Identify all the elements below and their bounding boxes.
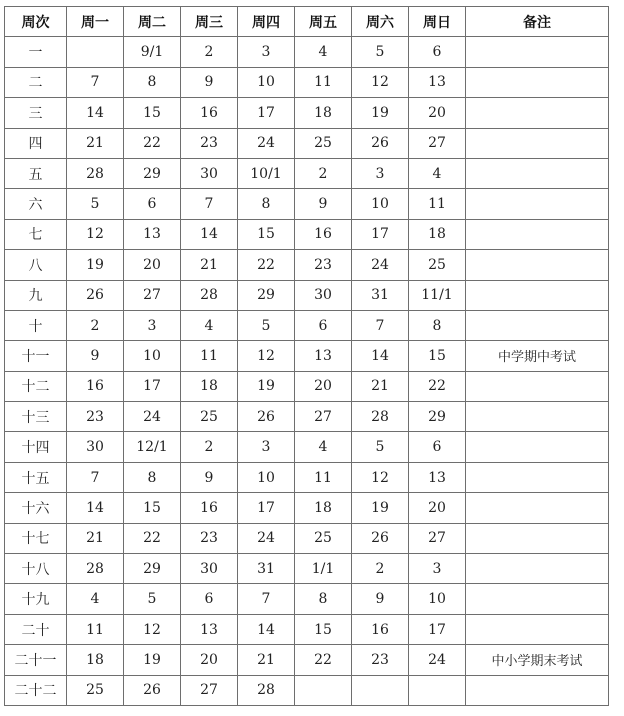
date-cell-thursday: 21 (238, 645, 295, 675)
date-cell-friday: 25 (295, 523, 352, 553)
date-cell-tuesday: 17 (124, 371, 181, 401)
date-cell-monday: 21 (67, 523, 124, 553)
date-cell-sunday: 24 (409, 645, 466, 675)
date-cell-sunday: 6 (409, 37, 466, 67)
date-cell-wednesday: 16 (181, 493, 238, 523)
date-cell-tuesday: 24 (124, 402, 181, 432)
table-row (5, 128, 609, 158)
date-cell-tuesday: 15 (124, 98, 181, 128)
date-cell-wednesday: 16 (181, 98, 238, 128)
date-cell-sunday: 27 (409, 523, 466, 553)
header-row (5, 7, 609, 37)
date-cell-monday: 26 (67, 280, 124, 310)
date-cell-friday: 20 (295, 371, 352, 401)
date-cell-thursday: 10 (238, 462, 295, 492)
date-cell-tuesday: 6 (124, 189, 181, 219)
date-cell-thursday: 10/1 (238, 158, 295, 188)
remark-cell (466, 432, 609, 462)
date-cell-wednesday: 6 (181, 584, 238, 614)
date-cell-tuesday: 22 (124, 523, 181, 553)
date-cell-saturday: 9 (352, 584, 409, 614)
date-cell-tuesday: 13 (124, 219, 181, 249)
date-cell-monday: 5 (67, 189, 124, 219)
remark-cell (466, 37, 609, 67)
date-cell-sunday: 13 (409, 67, 466, 97)
date-cell-wednesday: 14 (181, 219, 238, 249)
table-row (5, 158, 609, 188)
date-cell-thursday: 26 (238, 402, 295, 432)
date-cell-sunday: 15 (409, 341, 466, 371)
date-cell-saturday: 19 (352, 493, 409, 523)
date-cell-tuesday: 8 (124, 462, 181, 492)
date-cell-friday: 1/1 (295, 554, 352, 584)
date-cell-saturday: 16 (352, 614, 409, 644)
date-cell-tuesday: 15 (124, 493, 181, 523)
date-cell-wednesday: 30 (181, 158, 238, 188)
week-number-cell: 十 (5, 310, 67, 340)
date-cell-sunday: 8 (409, 310, 466, 340)
remark-cell (466, 158, 609, 188)
table-row (5, 310, 609, 340)
remark-cell (466, 98, 609, 128)
date-cell-saturday: 12 (352, 462, 409, 492)
school-calendar-table (4, 6, 609, 706)
date-cell-thursday: 24 (238, 523, 295, 553)
date-cell-monday: 7 (67, 67, 124, 97)
date-cell-friday: 8 (295, 584, 352, 614)
table-row (5, 523, 609, 553)
date-cell-thursday: 14 (238, 614, 295, 644)
table-row (5, 37, 609, 67)
date-cell-monday: 14 (67, 98, 124, 128)
date-cell-sunday: 6 (409, 432, 466, 462)
table-row (5, 645, 609, 675)
date-cell-sunday: 3 (409, 554, 466, 584)
date-cell-monday: 18 (67, 645, 124, 675)
date-cell-monday: 2 (67, 310, 124, 340)
date-cell-monday: 14 (67, 493, 124, 523)
remark-cell (466, 462, 609, 492)
date-cell-sunday: 22 (409, 371, 466, 401)
date-cell-saturday: 14 (352, 341, 409, 371)
remark-cell (466, 554, 609, 584)
date-cell-tuesday: 19 (124, 645, 181, 675)
date-cell-friday: 30 (295, 280, 352, 310)
date-cell-friday (295, 675, 352, 705)
date-cell-wednesday: 28 (181, 280, 238, 310)
header-monday: 周一 (67, 7, 124, 37)
date-cell-monday (67, 37, 124, 67)
date-cell-sunday: 20 (409, 98, 466, 128)
date-cell-thursday: 17 (238, 493, 295, 523)
remark-cell (466, 189, 609, 219)
table-row (5, 462, 609, 492)
date-cell-friday: 9 (295, 189, 352, 219)
date-cell-monday: 4 (67, 584, 124, 614)
date-cell-tuesday: 29 (124, 158, 181, 188)
week-number-cell: 八 (5, 250, 67, 280)
date-cell-tuesday: 29 (124, 554, 181, 584)
date-cell-wednesday: 2 (181, 37, 238, 67)
date-cell-thursday: 22 (238, 250, 295, 280)
week-number-cell: 十四 (5, 432, 67, 462)
table-row (5, 493, 609, 523)
date-cell-friday: 27 (295, 402, 352, 432)
date-cell-thursday: 24 (238, 128, 295, 158)
date-cell-wednesday: 25 (181, 402, 238, 432)
table-row (5, 675, 609, 705)
date-cell-thursday: 28 (238, 675, 295, 705)
week-number-cell: 五 (5, 158, 67, 188)
table-row (5, 554, 609, 584)
date-cell-thursday: 29 (238, 280, 295, 310)
date-cell-monday: 12 (67, 219, 124, 249)
date-cell-sunday: 29 (409, 402, 466, 432)
date-cell-saturday: 24 (352, 250, 409, 280)
table-row (5, 614, 609, 644)
remark-cell (466, 310, 609, 340)
date-cell-sunday: 20 (409, 493, 466, 523)
date-cell-monday: 28 (67, 158, 124, 188)
date-cell-sunday: 10 (409, 584, 466, 614)
date-cell-thursday: 31 (238, 554, 295, 584)
remark-cell: 中小学期末考试 (466, 645, 609, 675)
week-number-cell: 一 (5, 37, 67, 67)
date-cell-sunday: 18 (409, 219, 466, 249)
week-number-cell: 十七 (5, 523, 67, 553)
week-number-cell: 十六 (5, 493, 67, 523)
date-cell-saturday: 26 (352, 128, 409, 158)
date-cell-tuesday: 26 (124, 675, 181, 705)
header-wednesday: 周三 (181, 7, 238, 37)
date-cell-saturday: 17 (352, 219, 409, 249)
date-cell-tuesday: 12 (124, 614, 181, 644)
date-cell-thursday: 8 (238, 189, 295, 219)
date-cell-wednesday: 9 (181, 67, 238, 97)
table-row (5, 98, 609, 128)
date-cell-saturday: 5 (352, 37, 409, 67)
date-cell-saturday: 2 (352, 554, 409, 584)
date-cell-sunday: 11 (409, 189, 466, 219)
date-cell-wednesday: 27 (181, 675, 238, 705)
date-cell-friday: 18 (295, 493, 352, 523)
date-cell-thursday: 12 (238, 341, 295, 371)
date-cell-tuesday: 3 (124, 310, 181, 340)
date-cell-friday: 22 (295, 645, 352, 675)
date-cell-monday: 9 (67, 341, 124, 371)
date-cell-monday: 23 (67, 402, 124, 432)
date-cell-wednesday: 11 (181, 341, 238, 371)
date-cell-saturday: 19 (352, 98, 409, 128)
week-number-cell: 十一 (5, 341, 67, 371)
date-cell-friday: 16 (295, 219, 352, 249)
date-cell-friday: 4 (295, 432, 352, 462)
header-week: 周次 (5, 7, 67, 37)
week-number-cell: 二十 (5, 614, 67, 644)
date-cell-monday: 21 (67, 128, 124, 158)
date-cell-wednesday: 30 (181, 554, 238, 584)
week-number-cell: 九 (5, 280, 67, 310)
date-cell-tuesday: 10 (124, 341, 181, 371)
remark-cell (466, 614, 609, 644)
week-number-cell: 十八 (5, 554, 67, 584)
date-cell-thursday: 15 (238, 219, 295, 249)
header-friday: 周五 (295, 7, 352, 37)
date-cell-wednesday: 23 (181, 523, 238, 553)
week-number-cell: 三 (5, 98, 67, 128)
date-cell-thursday: 3 (238, 432, 295, 462)
date-cell-monday: 25 (67, 675, 124, 705)
remark-cell (466, 371, 609, 401)
table-row (5, 250, 609, 280)
remark-cell (466, 250, 609, 280)
week-number-cell: 七 (5, 219, 67, 249)
week-number-cell: 二十二 (5, 675, 67, 705)
date-cell-thursday: 5 (238, 310, 295, 340)
table-row (5, 280, 609, 310)
date-cell-wednesday: 21 (181, 250, 238, 280)
date-cell-friday: 11 (295, 462, 352, 492)
date-cell-wednesday: 23 (181, 128, 238, 158)
date-cell-saturday: 26 (352, 523, 409, 553)
header-thursday: 周四 (238, 7, 295, 37)
date-cell-friday: 4 (295, 37, 352, 67)
calendar-body (5, 37, 609, 706)
date-cell-monday: 28 (67, 554, 124, 584)
date-cell-tuesday: 9/1 (124, 37, 181, 67)
header-sunday: 周日 (409, 7, 466, 37)
calendar-table-container (4, 6, 609, 706)
date-cell-saturday: 23 (352, 645, 409, 675)
date-cell-monday: 30 (67, 432, 124, 462)
date-cell-tuesday: 5 (124, 584, 181, 614)
date-cell-saturday: 10 (352, 189, 409, 219)
remark-cell (466, 280, 609, 310)
table-row (5, 371, 609, 401)
date-cell-sunday: 27 (409, 128, 466, 158)
date-cell-wednesday: 13 (181, 614, 238, 644)
header-remark: 备注 (466, 7, 609, 37)
remark-cell (466, 523, 609, 553)
date-cell-wednesday: 2 (181, 432, 238, 462)
remark-cell (466, 128, 609, 158)
table-row (5, 432, 609, 462)
date-cell-monday: 19 (67, 250, 124, 280)
date-cell-thursday: 3 (238, 37, 295, 67)
date-cell-thursday: 10 (238, 67, 295, 97)
date-cell-friday: 11 (295, 67, 352, 97)
remark-cell (466, 219, 609, 249)
remark-cell (466, 67, 609, 97)
date-cell-sunday (409, 675, 466, 705)
week-number-cell: 十五 (5, 462, 67, 492)
table-row (5, 402, 609, 432)
table-row (5, 189, 609, 219)
week-number-cell: 十三 (5, 402, 67, 432)
date-cell-saturday: 28 (352, 402, 409, 432)
date-cell-thursday: 19 (238, 371, 295, 401)
date-cell-wednesday: 4 (181, 310, 238, 340)
week-number-cell: 二 (5, 67, 67, 97)
date-cell-monday: 7 (67, 462, 124, 492)
date-cell-friday: 15 (295, 614, 352, 644)
date-cell-thursday: 7 (238, 584, 295, 614)
date-cell-sunday: 11/1 (409, 280, 466, 310)
remark-cell: 中学期中考试 (466, 341, 609, 371)
date-cell-tuesday: 8 (124, 67, 181, 97)
week-number-cell: 十二 (5, 371, 67, 401)
remark-cell (466, 675, 609, 705)
date-cell-friday: 23 (295, 250, 352, 280)
date-cell-saturday: 31 (352, 280, 409, 310)
date-cell-friday: 18 (295, 98, 352, 128)
date-cell-friday: 2 (295, 158, 352, 188)
date-cell-wednesday: 20 (181, 645, 238, 675)
date-cell-saturday (352, 675, 409, 705)
date-cell-tuesday: 12/1 (124, 432, 181, 462)
date-cell-saturday: 21 (352, 371, 409, 401)
date-cell-tuesday: 20 (124, 250, 181, 280)
date-cell-saturday: 12 (352, 67, 409, 97)
date-cell-sunday: 17 (409, 614, 466, 644)
date-cell-sunday: 25 (409, 250, 466, 280)
date-cell-wednesday: 9 (181, 462, 238, 492)
date-cell-friday: 6 (295, 310, 352, 340)
date-cell-friday: 25 (295, 128, 352, 158)
date-cell-saturday: 5 (352, 432, 409, 462)
date-cell-tuesday: 27 (124, 280, 181, 310)
table-row (5, 341, 609, 371)
table-row (5, 584, 609, 614)
remark-cell (466, 402, 609, 432)
date-cell-thursday: 17 (238, 98, 295, 128)
date-cell-saturday: 7 (352, 310, 409, 340)
table-row (5, 67, 609, 97)
table-row (5, 219, 609, 249)
header-saturday: 周六 (352, 7, 409, 37)
date-cell-friday: 13 (295, 341, 352, 371)
date-cell-wednesday: 18 (181, 371, 238, 401)
remark-cell (466, 493, 609, 523)
week-number-cell: 六 (5, 189, 67, 219)
header-tuesday: 周二 (124, 7, 181, 37)
date-cell-sunday: 4 (409, 158, 466, 188)
date-cell-tuesday: 22 (124, 128, 181, 158)
date-cell-saturday: 3 (352, 158, 409, 188)
remark-cell (466, 584, 609, 614)
date-cell-wednesday: 7 (181, 189, 238, 219)
date-cell-sunday: 13 (409, 462, 466, 492)
date-cell-monday: 16 (67, 371, 124, 401)
week-number-cell: 二十一 (5, 645, 67, 675)
week-number-cell: 四 (5, 128, 67, 158)
week-number-cell: 十九 (5, 584, 67, 614)
date-cell-monday: 11 (67, 614, 124, 644)
